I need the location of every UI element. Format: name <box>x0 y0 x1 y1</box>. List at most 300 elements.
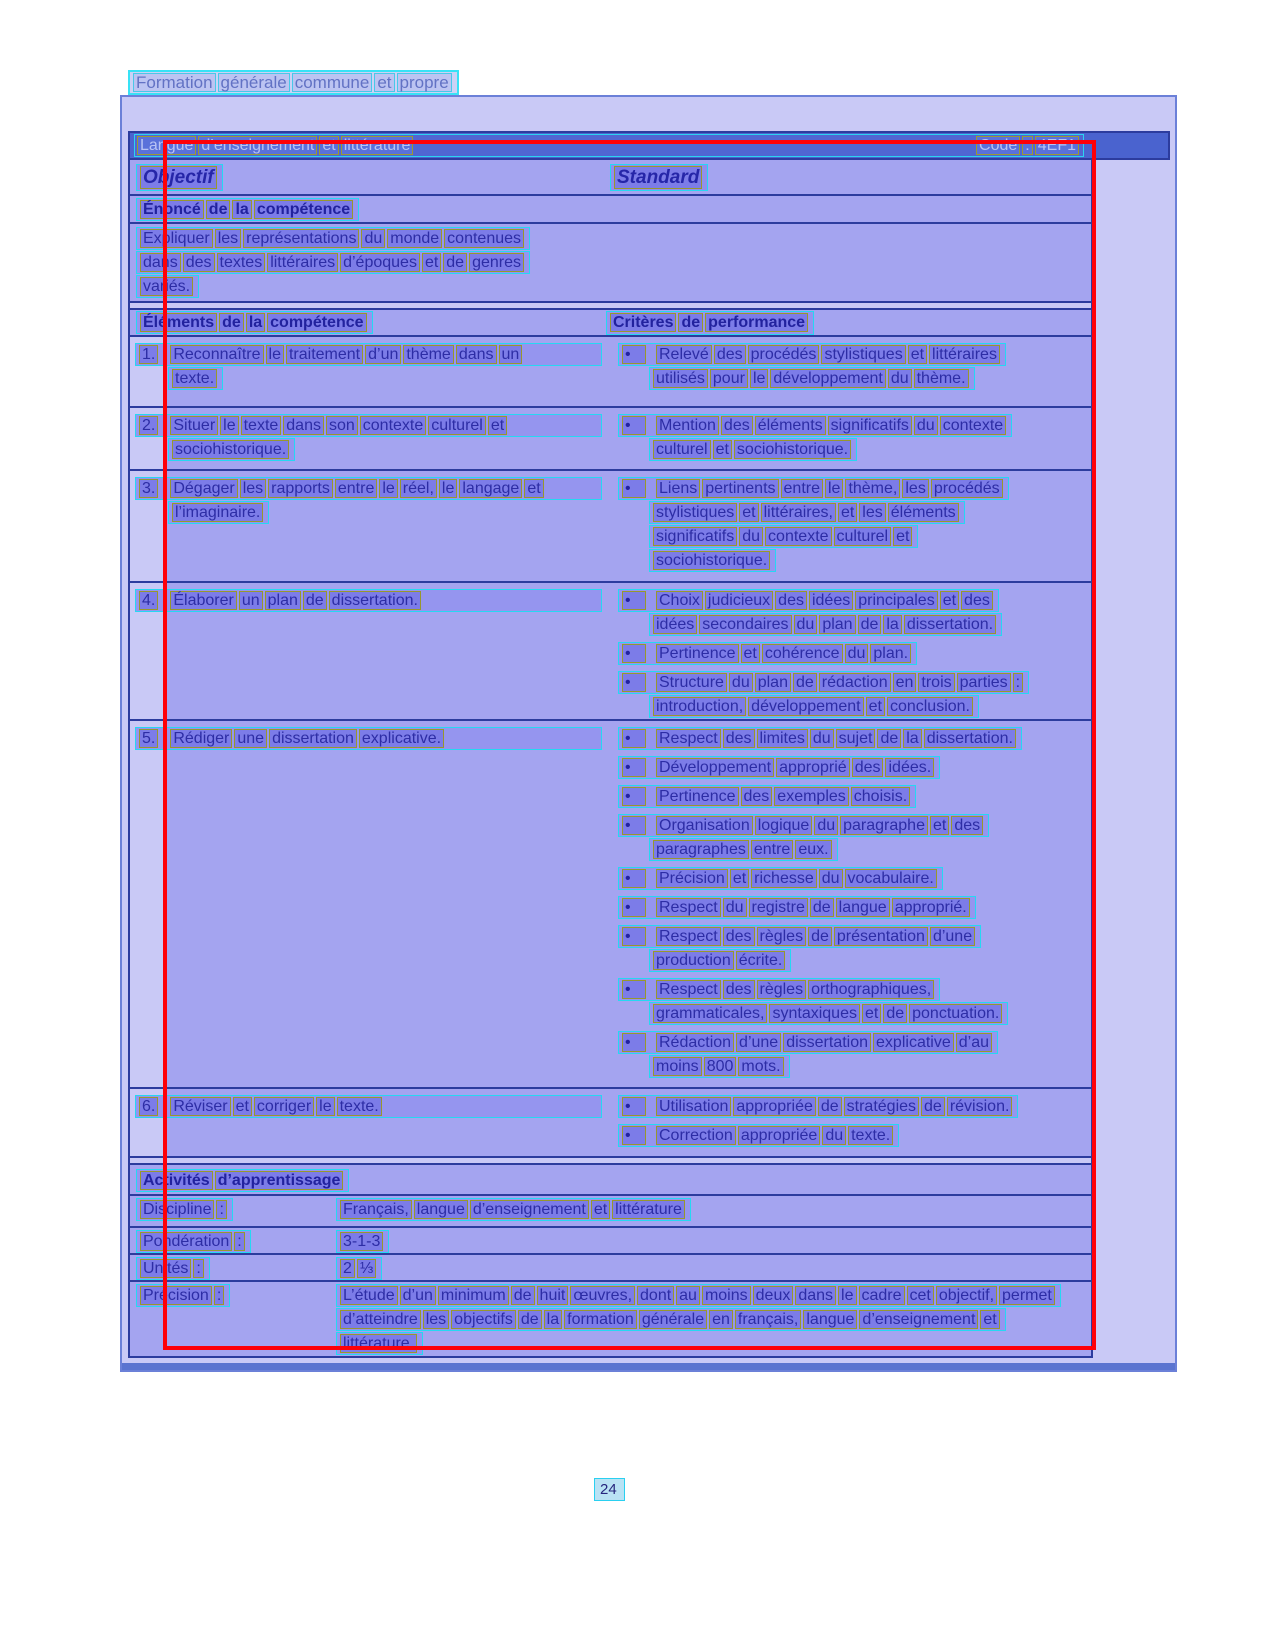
word-highlight: contenues <box>444 229 524 248</box>
ocr-line <box>618 756 940 779</box>
word-highlight: Développement <box>656 758 774 777</box>
text-line-row <box>336 1284 1091 1307</box>
word-highlight: le <box>439 479 457 498</box>
word-highlight: et <box>591 1200 610 1219</box>
criterion <box>618 477 1087 572</box>
meta-label <box>136 1230 336 1253</box>
competence-items <box>130 337 1091 1158</box>
meta-value <box>336 1257 1091 1281</box>
word-highlight: compétence <box>267 313 366 332</box>
word-highlight: Liens <box>656 479 700 498</box>
text-line-row <box>649 838 1087 861</box>
word-highlight: Rédiger <box>170 729 232 748</box>
word-highlight: idées. <box>885 758 934 777</box>
bullet-icon: • <box>622 980 646 999</box>
word-highlight: 24 <box>600 1481 617 1498</box>
criteria-cell <box>610 1095 1091 1156</box>
text-line-row <box>618 867 1087 890</box>
word-highlight: son <box>326 416 358 435</box>
title-bar <box>128 131 1170 160</box>
criteria-cell <box>610 414 1091 469</box>
text-line-row <box>136 275 1091 298</box>
word-highlight: et <box>893 527 912 546</box>
enonce-paragraph <box>130 224 1091 303</box>
word-highlight: L’étude <box>340 1286 398 1305</box>
ocr-line <box>618 814 989 837</box>
word-highlight: et <box>862 1004 881 1023</box>
word-highlight: commune <box>292 73 373 92</box>
text-line-row <box>336 1198 1091 1221</box>
word-highlight: Expliquer <box>140 229 213 248</box>
word-highlight: stylistiques <box>653 503 737 522</box>
word-highlight: et <box>233 1097 252 1116</box>
word-highlight: Critères <box>610 313 676 332</box>
word-highlight: de <box>443 253 467 272</box>
word-highlight: dissertation. <box>904 615 996 634</box>
ocr-line <box>336 1332 423 1355</box>
text-line-row <box>136 227 1091 250</box>
word-highlight: développement <box>748 697 863 716</box>
ocr-line <box>618 727 1022 750</box>
word-highlight: appropriée <box>738 1126 821 1145</box>
word-highlight: explicative. <box>359 729 444 748</box>
word-highlight: idées <box>809 591 853 610</box>
word-highlight: culturel <box>428 416 486 435</box>
word-highlight: huit <box>537 1286 569 1305</box>
word-highlight: stylistiques <box>821 345 905 364</box>
word-highlight: compétence <box>254 200 353 219</box>
text-line-row <box>618 896 1087 919</box>
word-highlight: littérature <box>341 136 414 155</box>
word-highlight: au <box>676 1286 700 1305</box>
word-highlight: Standard <box>614 166 702 189</box>
competence-item-row <box>130 337 1091 408</box>
element-cell <box>135 477 610 581</box>
ocr-line <box>136 275 199 298</box>
word-highlight: deux <box>753 1286 794 1305</box>
word-highlight: de <box>206 200 231 219</box>
text-line-row <box>168 367 610 390</box>
bullet-icon: • <box>622 898 646 917</box>
competence-headings-row <box>130 310 1091 337</box>
text-line-row <box>649 549 1087 572</box>
word-highlight: thème. <box>914 369 969 388</box>
word-highlight: d’un <box>400 1286 436 1305</box>
section-divider <box>130 303 1091 310</box>
word-highlight: Organisation <box>656 816 753 835</box>
word-highlight: le <box>266 345 284 364</box>
word-highlight: du <box>819 869 843 888</box>
ocr-line <box>649 438 857 461</box>
competence-item-row <box>130 721 1091 1089</box>
item-number: 2. <box>139 416 158 435</box>
criterion <box>618 414 1087 461</box>
word-highlight: sociohistorique. <box>734 440 851 459</box>
word-highlight: littéraires <box>267 253 338 272</box>
word-highlight: stratégies <box>844 1097 919 1116</box>
word-highlight: un <box>499 345 523 364</box>
word-highlight: Reconnaître <box>170 345 263 364</box>
bullet-icon: • <box>622 1097 646 1116</box>
ocr-line <box>618 343 1006 366</box>
word-highlight: le <box>316 1097 334 1116</box>
word-highlight: approprié <box>776 758 850 777</box>
word-highlight: Objectif <box>140 166 217 189</box>
criterion <box>618 1031 1087 1078</box>
word-highlight: de <box>810 898 834 917</box>
text-line-row <box>649 367 1087 390</box>
criterion <box>618 1124 1087 1147</box>
text-line-row <box>135 589 610 612</box>
word-highlight: permet <box>999 1286 1055 1305</box>
ocr-line <box>135 477 602 500</box>
word-highlight: Mention <box>656 416 719 435</box>
word-highlight: plan <box>265 591 301 610</box>
word-highlight: la <box>883 615 901 634</box>
section-divider <box>130 1158 1091 1165</box>
word-highlight: Réviser <box>170 1097 230 1116</box>
bullet-icon: • <box>622 1033 646 1052</box>
word-highlight: Respect <box>656 980 721 999</box>
meta-label <box>136 1284 336 1307</box>
word-highlight: les <box>859 503 885 522</box>
word-highlight: Français, <box>340 1200 412 1219</box>
bullet-icon: • <box>622 644 646 663</box>
word-highlight: utilisés <box>653 369 708 388</box>
word-highlight: des <box>183 253 215 272</box>
word-highlight: Précision <box>140 1286 212 1305</box>
criteres-heading <box>606 311 814 335</box>
word-highlight: paragraphe <box>840 816 928 835</box>
word-highlight: idées <box>653 615 697 634</box>
word-highlight: d’atteindre <box>340 1310 421 1329</box>
word-highlight: : <box>234 1232 244 1251</box>
word-highlight: d’au <box>956 1033 992 1052</box>
ocr-line <box>618 896 976 919</box>
word-highlight: le <box>825 479 843 498</box>
word-highlight: de <box>858 615 882 634</box>
word-highlight: sociohistorique. <box>653 551 770 570</box>
ocr-line <box>618 414 1012 437</box>
word-highlight: présentation <box>834 927 928 946</box>
word-highlight: langue <box>414 1200 468 1219</box>
word-highlight: de <box>678 313 703 332</box>
word-highlight: 3-1-3 <box>340 1232 383 1251</box>
criteria-cell <box>610 343 1091 406</box>
word-highlight: : <box>214 1286 224 1305</box>
word-highlight: français, <box>735 1310 801 1329</box>
bullet-icon: • <box>622 345 646 364</box>
word-highlight: propre <box>397 73 452 92</box>
title-bar-subject <box>137 136 415 155</box>
title-bar-line <box>134 134 1084 157</box>
word-highlight: Énoncé <box>140 200 204 219</box>
word-highlight: rapports <box>268 479 333 498</box>
word-highlight: ⅓ <box>357 1259 376 1278</box>
word-highlight: : <box>193 1259 203 1278</box>
word-highlight: d’enseignement <box>198 136 317 155</box>
word-highlight: judicieux <box>705 591 773 610</box>
text-line-row <box>618 642 1087 665</box>
ocr-line <box>136 1230 251 1253</box>
bullet-icon: • <box>622 787 646 806</box>
text-line-row <box>649 525 1087 548</box>
ocr-line <box>618 1124 899 1147</box>
word-highlight: la <box>544 1310 562 1329</box>
word-highlight: un <box>239 591 263 610</box>
word-highlight: minimum <box>438 1286 509 1305</box>
text-line-row <box>649 613 1087 636</box>
word-highlight: 4EF1 <box>1035 136 1079 155</box>
text-line-row <box>649 1002 1087 1025</box>
meta-label <box>136 1198 336 1221</box>
text-line-row <box>336 1230 1091 1253</box>
text-line-row <box>618 1095 1087 1118</box>
item-number: 3. <box>139 479 158 498</box>
word-highlight: le <box>838 1286 856 1305</box>
word-highlight: Éléments <box>140 313 217 332</box>
text-line-row <box>618 1031 1087 1054</box>
word-highlight: sujet <box>836 729 876 748</box>
word-highlight: paragraphes <box>653 840 749 859</box>
word-highlight: Formation <box>133 73 216 92</box>
word-highlight: richesse <box>751 869 817 888</box>
word-highlight: logique <box>755 816 813 835</box>
word-highlight: de <box>877 729 901 748</box>
word-highlight: et <box>739 503 758 522</box>
word-highlight: d’enseignement <box>859 1310 978 1329</box>
word-highlight: Structure <box>656 673 727 692</box>
criterion <box>618 727 1087 750</box>
word-highlight: du <box>723 898 747 917</box>
ocr-line <box>649 525 918 548</box>
document-header <box>128 70 459 95</box>
ocr-line <box>136 1284 230 1307</box>
word-highlight: contexte <box>765 527 831 546</box>
page-number-line <box>594 1478 625 1501</box>
word-highlight: d’enseignement <box>470 1200 589 1219</box>
word-highlight: d’une <box>736 1033 781 1052</box>
word-highlight: eux. <box>795 840 831 859</box>
activites-meta-row <box>130 1282 1091 1356</box>
panel-bottom-bar <box>122 1363 1175 1370</box>
word-highlight: et <box>908 345 927 364</box>
word-highlight: Respect <box>656 898 721 917</box>
text-line-row <box>168 501 610 524</box>
activites-meta-row <box>130 1196 1091 1228</box>
ocr-line <box>618 1031 998 1054</box>
criteria-cell <box>610 727 1091 1087</box>
word-highlight: 2 <box>340 1259 355 1278</box>
bullet-icon: • <box>622 869 646 888</box>
word-highlight: sociohistorique. <box>172 440 289 459</box>
criterion <box>618 756 1087 779</box>
word-highlight: de <box>511 1286 535 1305</box>
word-highlight: d’apprentissage <box>215 1171 344 1190</box>
word-highlight: et <box>713 440 732 459</box>
word-highlight: la <box>246 313 265 332</box>
word-highlight: de <box>303 591 327 610</box>
element-cell <box>135 727 610 1087</box>
word-highlight: Langue <box>137 136 196 155</box>
word-highlight: du <box>361 229 385 248</box>
word-highlight: Précision <box>656 869 728 888</box>
word-highlight: et <box>940 591 959 610</box>
activites-heading-row <box>130 1165 1091 1196</box>
word-highlight: grammaticales, <box>653 1004 767 1023</box>
word-highlight: Code <box>976 136 1020 155</box>
competence-item-row <box>130 583 1091 721</box>
word-highlight: des <box>961 591 993 610</box>
ocr-line <box>135 1095 602 1118</box>
text-line-row <box>618 756 1087 779</box>
word-highlight: principales <box>855 591 937 610</box>
ocr-line <box>649 367 975 390</box>
word-highlight: et <box>319 136 338 155</box>
criterion <box>618 589 1087 636</box>
word-highlight: littérature. <box>340 1334 417 1353</box>
word-highlight: : <box>216 1200 226 1219</box>
word-highlight: de <box>818 1097 842 1116</box>
word-highlight: thème <box>403 345 453 364</box>
word-highlight: moins <box>653 1057 702 1076</box>
word-highlight: dissertation. <box>329 591 421 610</box>
word-highlight: plan <box>819 615 855 634</box>
column-titles-row <box>130 160 1091 196</box>
word-highlight: genres <box>469 253 524 272</box>
text-line-row <box>649 501 1087 524</box>
word-highlight: dans <box>795 1286 836 1305</box>
bullet-icon: • <box>622 479 646 498</box>
word-highlight: réel, <box>400 479 437 498</box>
word-highlight: significatifs <box>828 416 912 435</box>
word-highlight: des <box>852 758 884 777</box>
word-highlight: : <box>1013 673 1023 692</box>
word-highlight: Respect <box>656 927 721 946</box>
criterion <box>618 978 1087 1025</box>
word-highlight: dissertation <box>783 1033 871 1052</box>
word-highlight: et <box>866 697 885 716</box>
word-highlight: entre <box>751 840 793 859</box>
word-highlight: de <box>883 1004 907 1023</box>
word-highlight: dont <box>637 1286 674 1305</box>
criterion <box>618 896 1087 919</box>
word-highlight: limites <box>757 729 808 748</box>
ocr-line <box>649 501 965 524</box>
word-highlight: Rédaction <box>656 1033 734 1052</box>
bullet-icon: • <box>622 673 646 692</box>
course-table <box>128 158 1093 1358</box>
word-highlight: des <box>714 345 746 364</box>
word-highlight: et <box>730 869 749 888</box>
ocr-line <box>168 438 295 461</box>
meta-label <box>136 1257 336 1280</box>
objectif-title <box>136 164 223 191</box>
word-highlight: et <box>741 644 760 663</box>
competence-item-row <box>130 408 1091 471</box>
word-highlight: œuvres, <box>570 1286 635 1305</box>
document-header-line <box>128 70 459 95</box>
text-line-row <box>336 1332 1091 1355</box>
word-highlight: dissertation <box>269 729 357 748</box>
word-highlight: révision. <box>947 1097 1013 1116</box>
word-highlight: Unités <box>140 1259 191 1278</box>
word-highlight: texte. <box>848 1126 893 1145</box>
word-highlight: règles <box>757 980 807 999</box>
word-highlight: de <box>793 673 817 692</box>
word-highlight: : <box>1022 136 1032 155</box>
word-highlight: du <box>814 816 838 835</box>
ocr-line <box>136 227 530 250</box>
ocr-line <box>618 867 943 890</box>
criterion <box>618 642 1087 665</box>
bullet-icon: • <box>622 758 646 777</box>
meta-value <box>336 1230 1091 1254</box>
word-highlight: une <box>234 729 267 748</box>
text-line-row <box>135 1095 610 1118</box>
text-line-row <box>618 343 1087 366</box>
word-highlight: Pertinence <box>656 644 739 663</box>
word-highlight: traitement <box>286 345 363 364</box>
enonce-heading-row <box>130 196 1091 224</box>
word-highlight: plan. <box>870 644 911 663</box>
word-highlight: thème, <box>845 479 900 498</box>
ocr-line <box>618 978 940 1001</box>
word-highlight: l’imaginaire. <box>172 503 263 522</box>
element-cell <box>135 1095 610 1156</box>
word-highlight: Choix <box>656 591 703 610</box>
word-highlight: vocabulaire. <box>845 869 937 888</box>
word-highlight: production <box>653 951 734 970</box>
text-line-row <box>618 414 1087 437</box>
criteria-cell <box>610 589 1091 719</box>
word-highlight: objectifs <box>451 1310 516 1329</box>
standard-title <box>610 164 708 191</box>
word-highlight: texte. <box>172 369 217 388</box>
word-highlight: contexte <box>360 416 426 435</box>
word-highlight: texte. <box>337 1097 382 1116</box>
text-line-row <box>618 477 1087 500</box>
word-highlight: et <box>422 253 441 272</box>
word-highlight: générale <box>639 1310 707 1329</box>
word-highlight: les <box>902 479 928 498</box>
element-cell <box>135 343 610 406</box>
word-highlight: pour <box>710 369 748 388</box>
word-highlight: la <box>232 200 251 219</box>
word-highlight: et <box>524 479 543 498</box>
word-highlight: Situer <box>170 416 218 435</box>
word-highlight: des <box>723 980 755 999</box>
ocr-line <box>649 838 838 861</box>
word-highlight: entre <box>781 479 823 498</box>
text-line-row <box>336 1257 1091 1280</box>
text-line-row <box>618 925 1087 948</box>
word-highlight: littéraires <box>929 345 1000 364</box>
ocr-line <box>618 477 1009 500</box>
text-line-row <box>618 978 1087 1001</box>
word-highlight: et <box>930 816 949 835</box>
word-highlight: en <box>709 1310 733 1329</box>
criteria-cell <box>610 477 1091 581</box>
word-highlight: registre <box>749 898 808 917</box>
bullet-icon: • <box>622 927 646 946</box>
ocr-line <box>649 1055 790 1078</box>
item-number: 6. <box>139 1097 158 1116</box>
ocr-line <box>649 695 979 718</box>
text-line-row <box>136 251 1091 274</box>
word-highlight: du <box>794 615 818 634</box>
ocr-line <box>618 785 916 808</box>
